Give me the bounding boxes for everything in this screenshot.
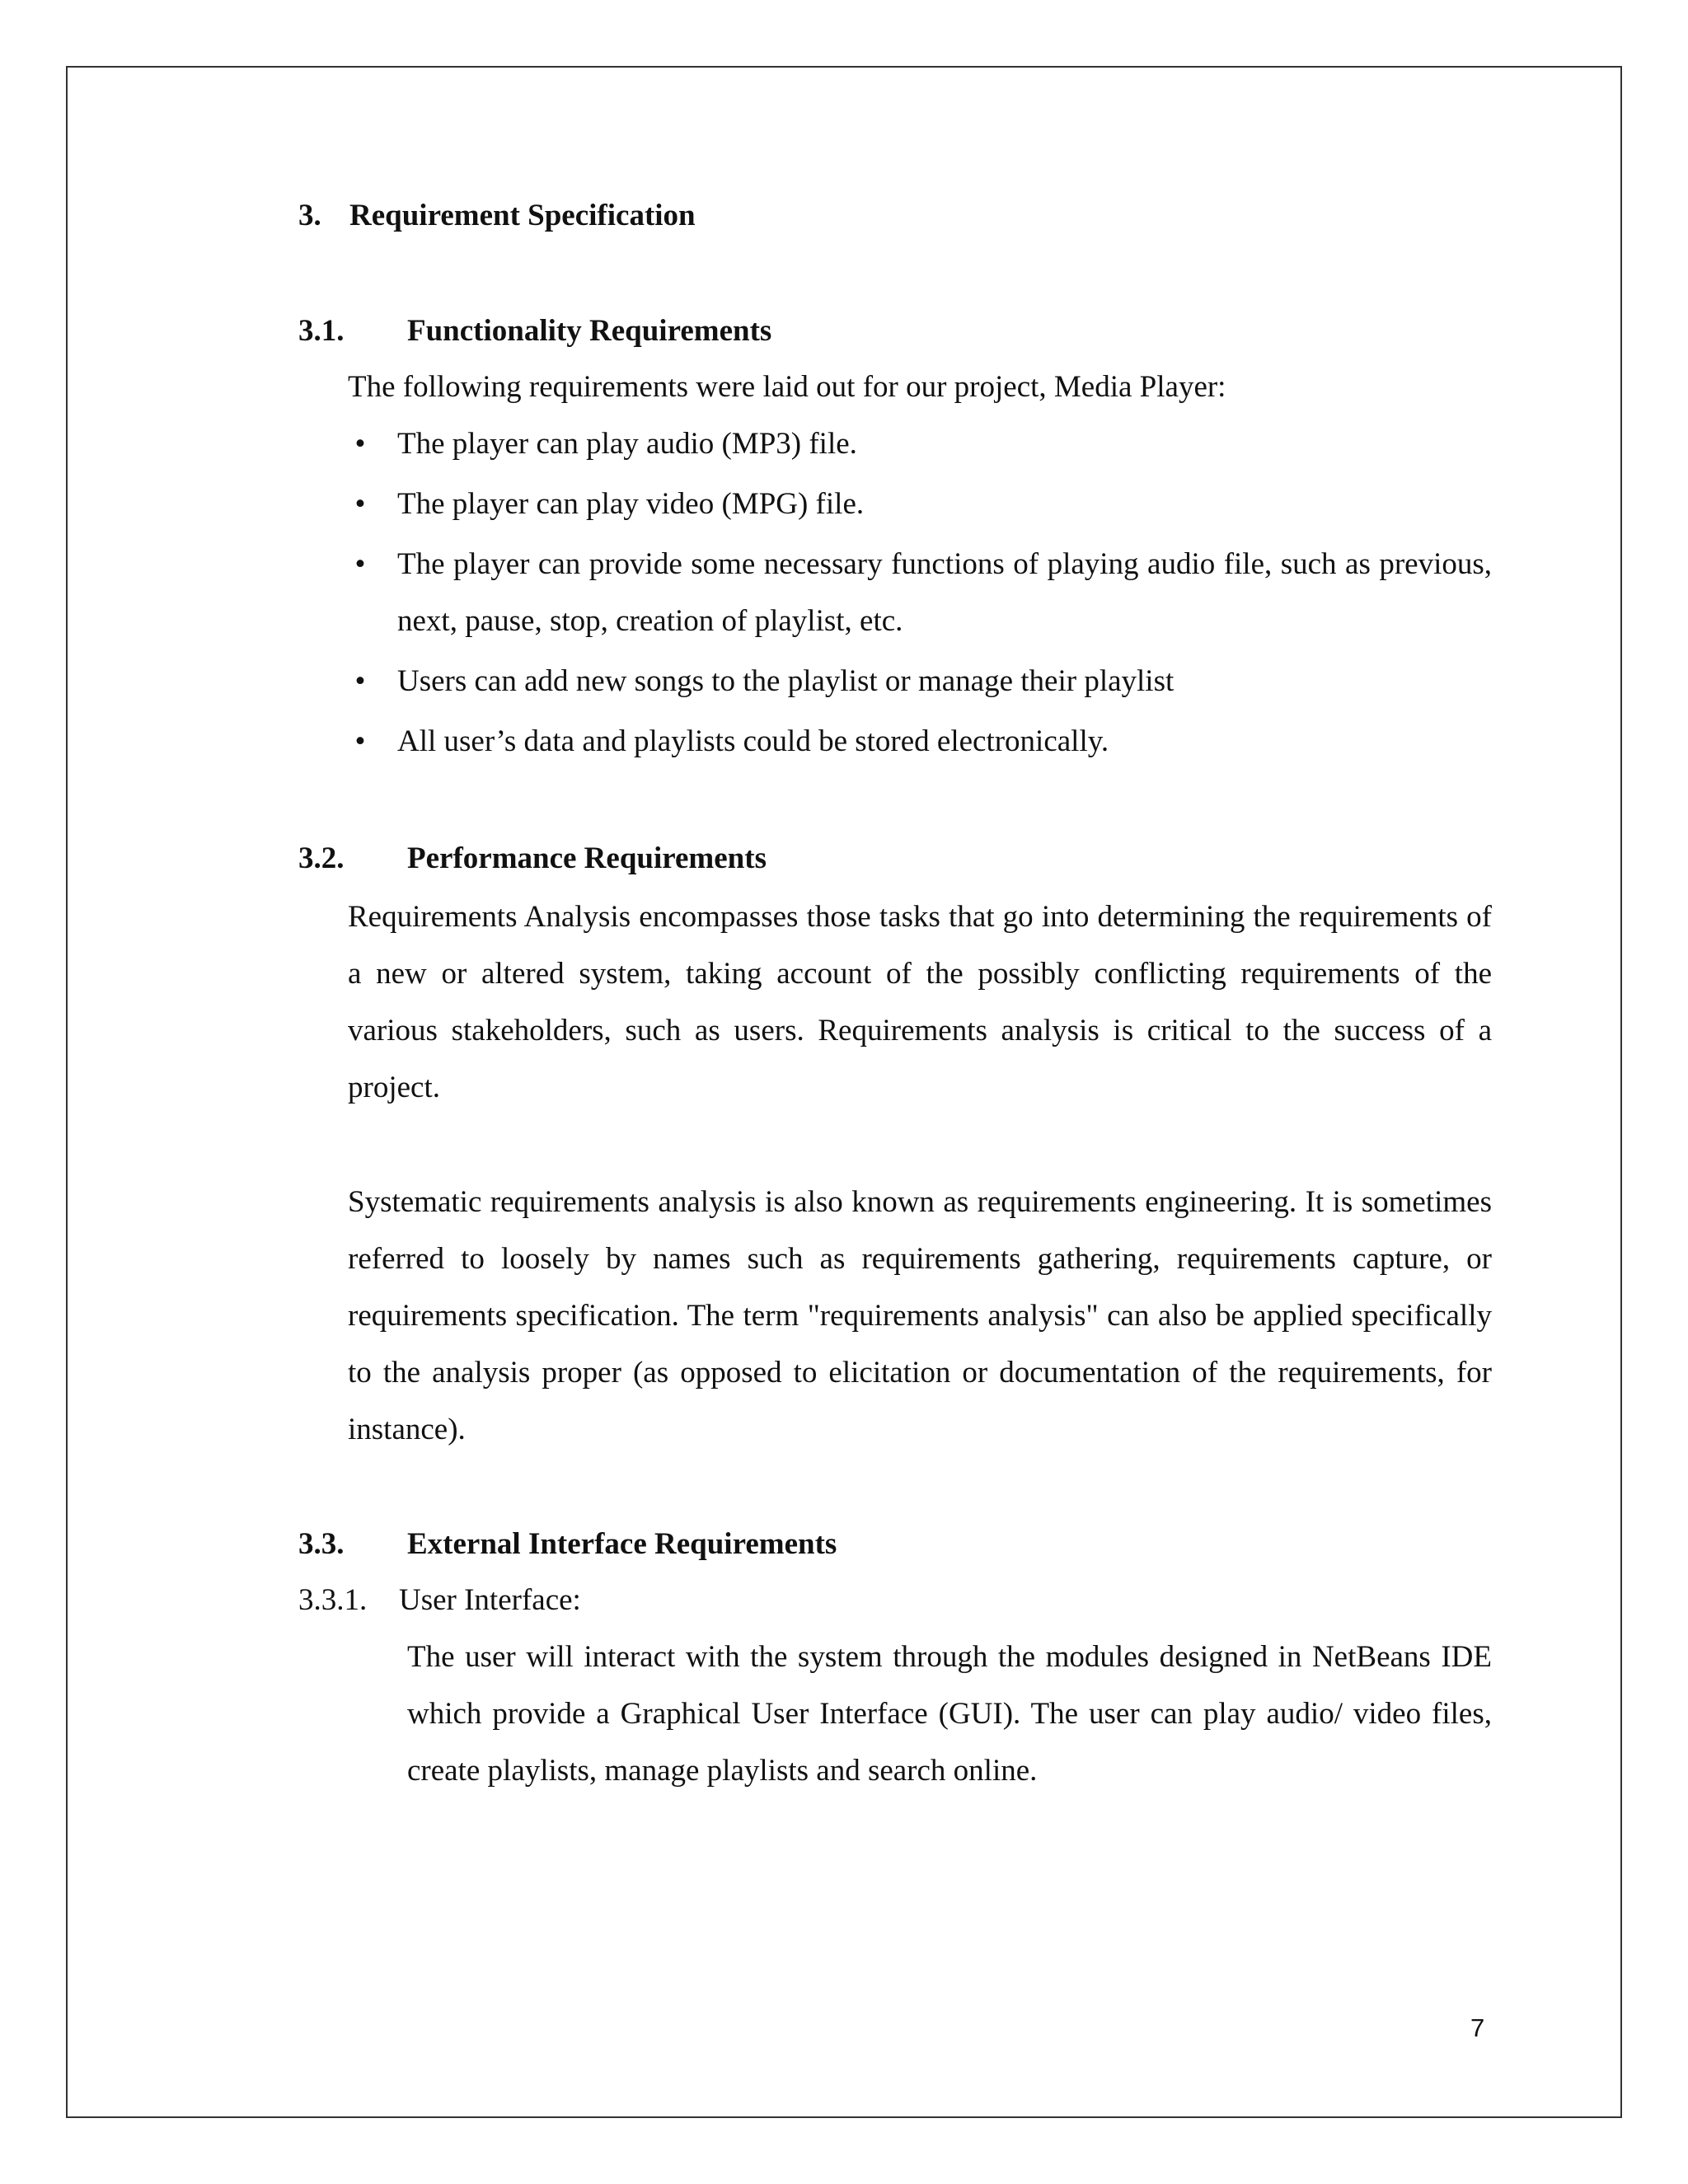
bullet-icon: •	[354, 487, 366, 521]
section-heading-external-interface	[298, 1526, 837, 1562]
functionality-bullet-list	[348, 415, 1492, 773]
list-item: • Users can add new songs to the playlist or manage their playlist	[348, 653, 1492, 710]
subsection-heading-user-interface	[298, 1582, 581, 1618]
bullet-icon: •	[354, 724, 366, 758]
list-item: • The player can provide some necessary functions of playing audio file, such as previous, next, pause, stop, creation of playlist, etc.	[348, 536, 1492, 649]
subsection-number: 3.3.1.	[298, 1583, 368, 1617]
bullet-icon: •	[354, 427, 366, 461]
section-heading-performance	[298, 841, 767, 876]
section-title: Functionality Requirements	[407, 314, 772, 348]
section-heading-functionality	[298, 313, 771, 349]
section-number: 3.3.	[298, 1527, 345, 1561]
functionality-intro: The following requirements were laid out for our project, Media Player:	[348, 370, 1226, 404]
user-interface-paragraph: The user will interact with the system through the modules designed in NetBeans IDE which provide a Graphical User Interface (GUI). The user can play audio/ video files, create playlists, manage playlists and search online.	[407, 1640, 1492, 1788]
list-item: • All user’s data and playlists could be stored electronically.	[348, 713, 1492, 770]
bullet-icon: •	[354, 664, 366, 698]
section-number: 3.1.	[298, 314, 345, 348]
performance-paragraph-2: Systematic requirements analysis is also known as requirements engineering. It is sometimes referred to loosely by names such as requirements gathering, requirements capture, or requirements specification. The term "requirements analysis" can also be applied specifically to the analysis proper (as opposed to elicitation or documentation of the requirements, for instance).	[348, 1185, 1492, 1446]
chapter-number: 3.	[298, 199, 321, 232]
section-title: Performance Requirements	[407, 841, 767, 875]
page-number: 7	[1470, 2013, 1485, 2042]
chapter-heading	[298, 198, 696, 233]
section-title: External Interface Requirements	[407, 1527, 837, 1561]
chapter-title: Requirement Specification	[349, 199, 696, 232]
list-item: • The player can play video (MPG) file.	[348, 476, 1492, 532]
performance-paragraph-1: Requirements Analysis encompasses those tasks that go into determining the requirements of a new or altered system, taking account of the possibly conflicting requirements of the various stakeholders, such as users. Requirements analysis is critical to the success of a project.	[348, 900, 1492, 1104]
list-item: • The player can play audio (MP3) file.	[348, 415, 1492, 472]
section-number: 3.2.	[298, 841, 345, 875]
bullet-icon: •	[354, 547, 366, 581]
subsection-title: User Interface:	[399, 1583, 581, 1617]
